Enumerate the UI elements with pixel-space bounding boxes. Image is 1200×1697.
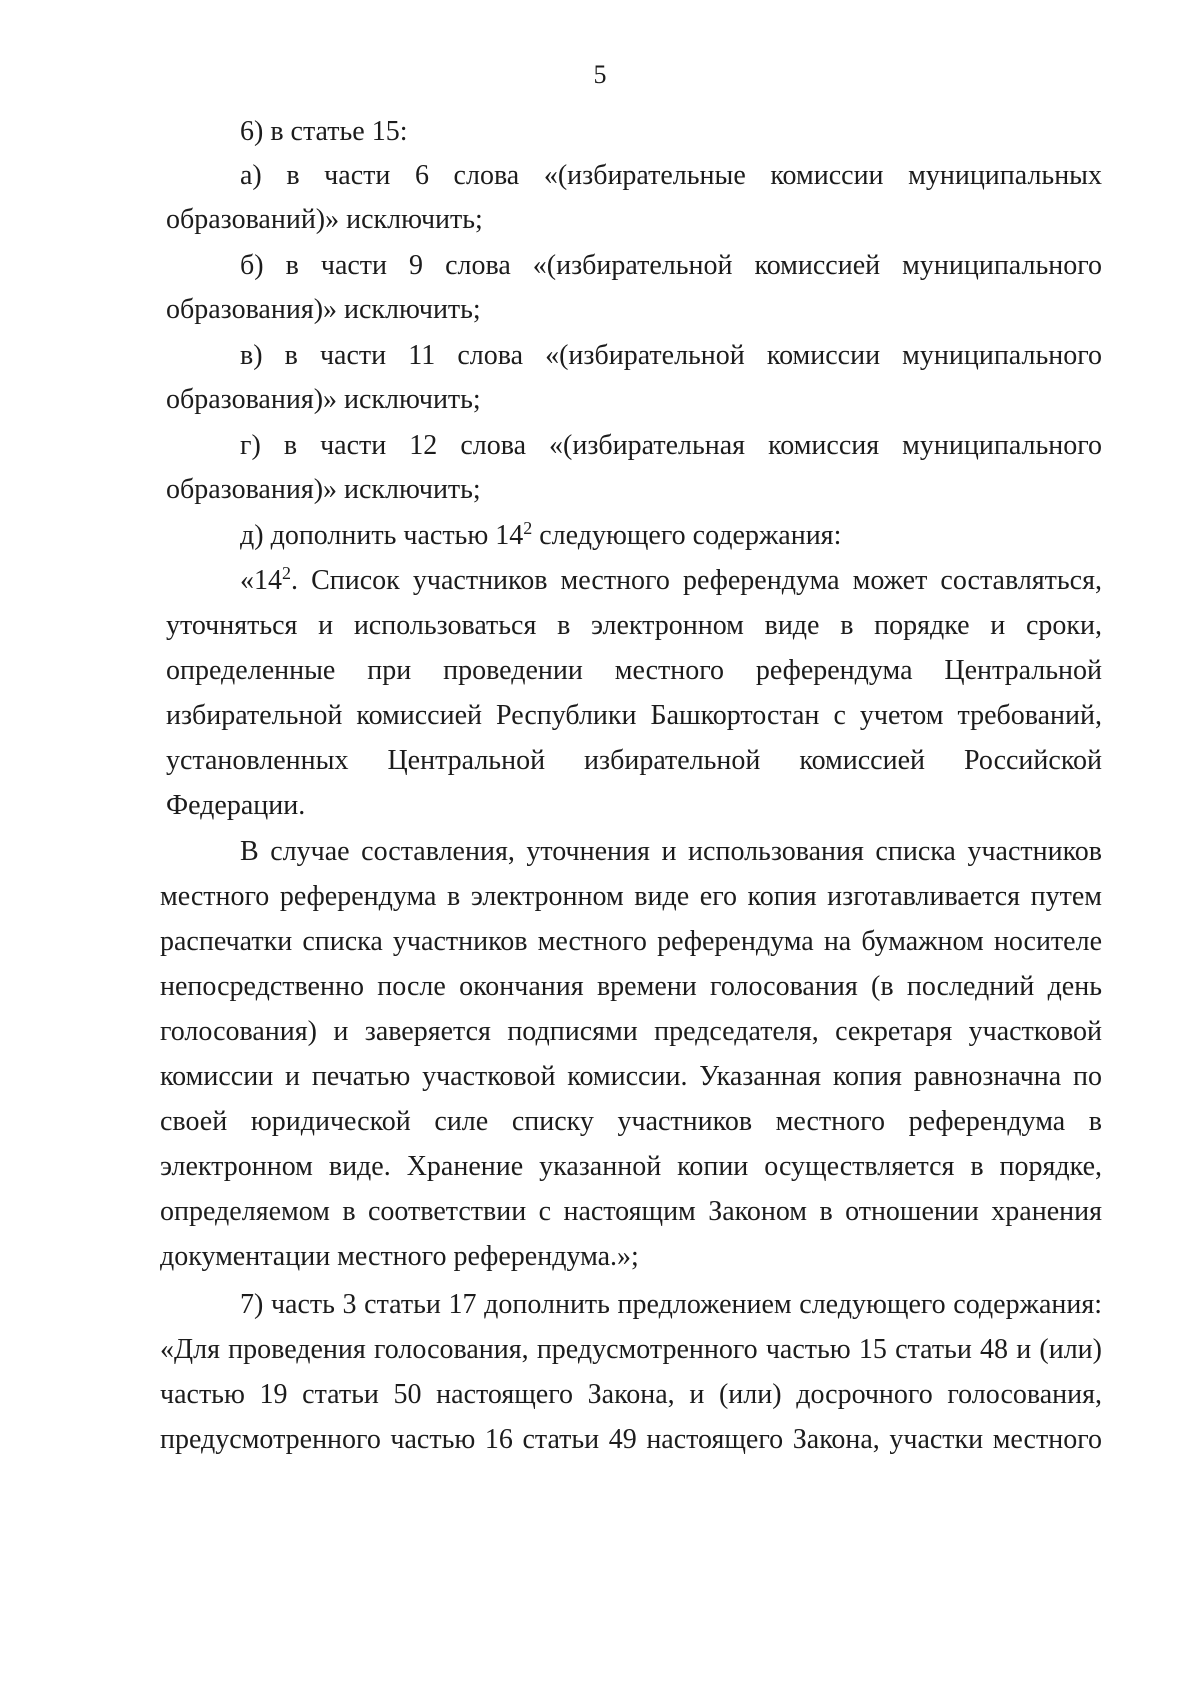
copy-paragraph-line-5: голосования) и заверяется подписями председателя, секретаря участковой xyxy=(160,1016,1102,1047)
subitem-v-line-1: в) в части 11 слова «(избирательной комиссии муниципального xyxy=(240,340,1102,371)
item-6-heading: 6) в статье 15: xyxy=(240,116,408,147)
new-part-superscript: 2 xyxy=(282,563,291,583)
subitem-d-suffix: следующего содержания: xyxy=(532,520,842,551)
copy-paragraph-line-2: местного референдума в электронном виде его копия изготавливается путем xyxy=(160,881,1102,912)
page-number: 5 xyxy=(593,60,607,89)
copy-paragraph-line-10: документации местного референдума.»; xyxy=(160,1241,639,1272)
new-part-line-2: уточняться и использоваться в электронном виде в порядке и сроки, xyxy=(166,610,1102,641)
item-7-line-3: частью 19 статьи 50 настоящего Закона, и (или) досрочного голосования, xyxy=(160,1379,1102,1410)
new-part-suffix: . Список участников местного референдума может составляться, xyxy=(291,565,1102,596)
subitem-d-prefix: д) дополнить частью 14 xyxy=(240,520,524,551)
new-part-line-5: установленных Центральной избирательной комиссией Российской xyxy=(166,745,1102,776)
subitem-b-line-1: б) в части 9 слова «(избирательной комиссией муниципального xyxy=(240,250,1102,281)
copy-paragraph-line-3: распечатки списка участников местного референдума на бумажном носителе xyxy=(160,926,1102,957)
subitem-b-line-2: образования)» исключить; xyxy=(166,294,481,325)
subitem-g-line-2: образования)» исключить; xyxy=(166,474,481,505)
subitem-g-line-1: г) в части 12 слова «(избирательная комиссия муниципального xyxy=(240,430,1102,461)
copy-paragraph-line-4: непосредственно после окончания времени голосования (в последний день xyxy=(160,971,1102,1002)
subitem-a-line-1: а) в части 6 слова «(избирательные комиссии муниципальных xyxy=(240,160,1102,191)
new-part-prefix: «14 xyxy=(240,565,282,596)
subitem-d-line xyxy=(240,518,1102,554)
new-part-line-3: определенные при проведении местного референдума Центральной xyxy=(166,655,1102,686)
copy-paragraph-line-6: комиссии и печатью участковой комиссии. Указанная копия равнозначна по xyxy=(160,1061,1102,1092)
copy-paragraph-line-9: определяемом в соответствии с настоящим Законом в отношении хранения xyxy=(160,1196,1102,1227)
new-part-line-1 xyxy=(240,563,1102,599)
item-7-line-2: «Для проведения голосования, предусмотренного частью 15 статьи 48 и (или) xyxy=(160,1334,1102,1365)
copy-paragraph-line-7: своей юридической силе списку участников местного референдума в xyxy=(160,1106,1102,1137)
new-part-line-4: избирательной комиссией Республики Башкортостан с учетом требований, xyxy=(166,700,1102,731)
item-7-line-4: предусмотренного частью 16 статьи 49 настоящего Закона, участки местного xyxy=(160,1424,1102,1455)
copy-paragraph-line-1: В случае составления, уточнения и использования списка участников xyxy=(240,836,1102,867)
subitem-v-line-2: образования)» исключить; xyxy=(166,384,481,415)
new-part-line-6: Федерации. xyxy=(166,790,306,821)
subitem-d-superscript: 2 xyxy=(523,518,533,538)
copy-paragraph-line-8: электронном виде. Хранение указанной копии осуществляется в порядке, xyxy=(160,1151,1102,1182)
subitem-a-line-2: образований)» исключить; xyxy=(166,204,483,235)
item-7-line-1: 7) часть 3 статьи 17 дополнить предложением следующего содержания: xyxy=(240,1289,1102,1320)
